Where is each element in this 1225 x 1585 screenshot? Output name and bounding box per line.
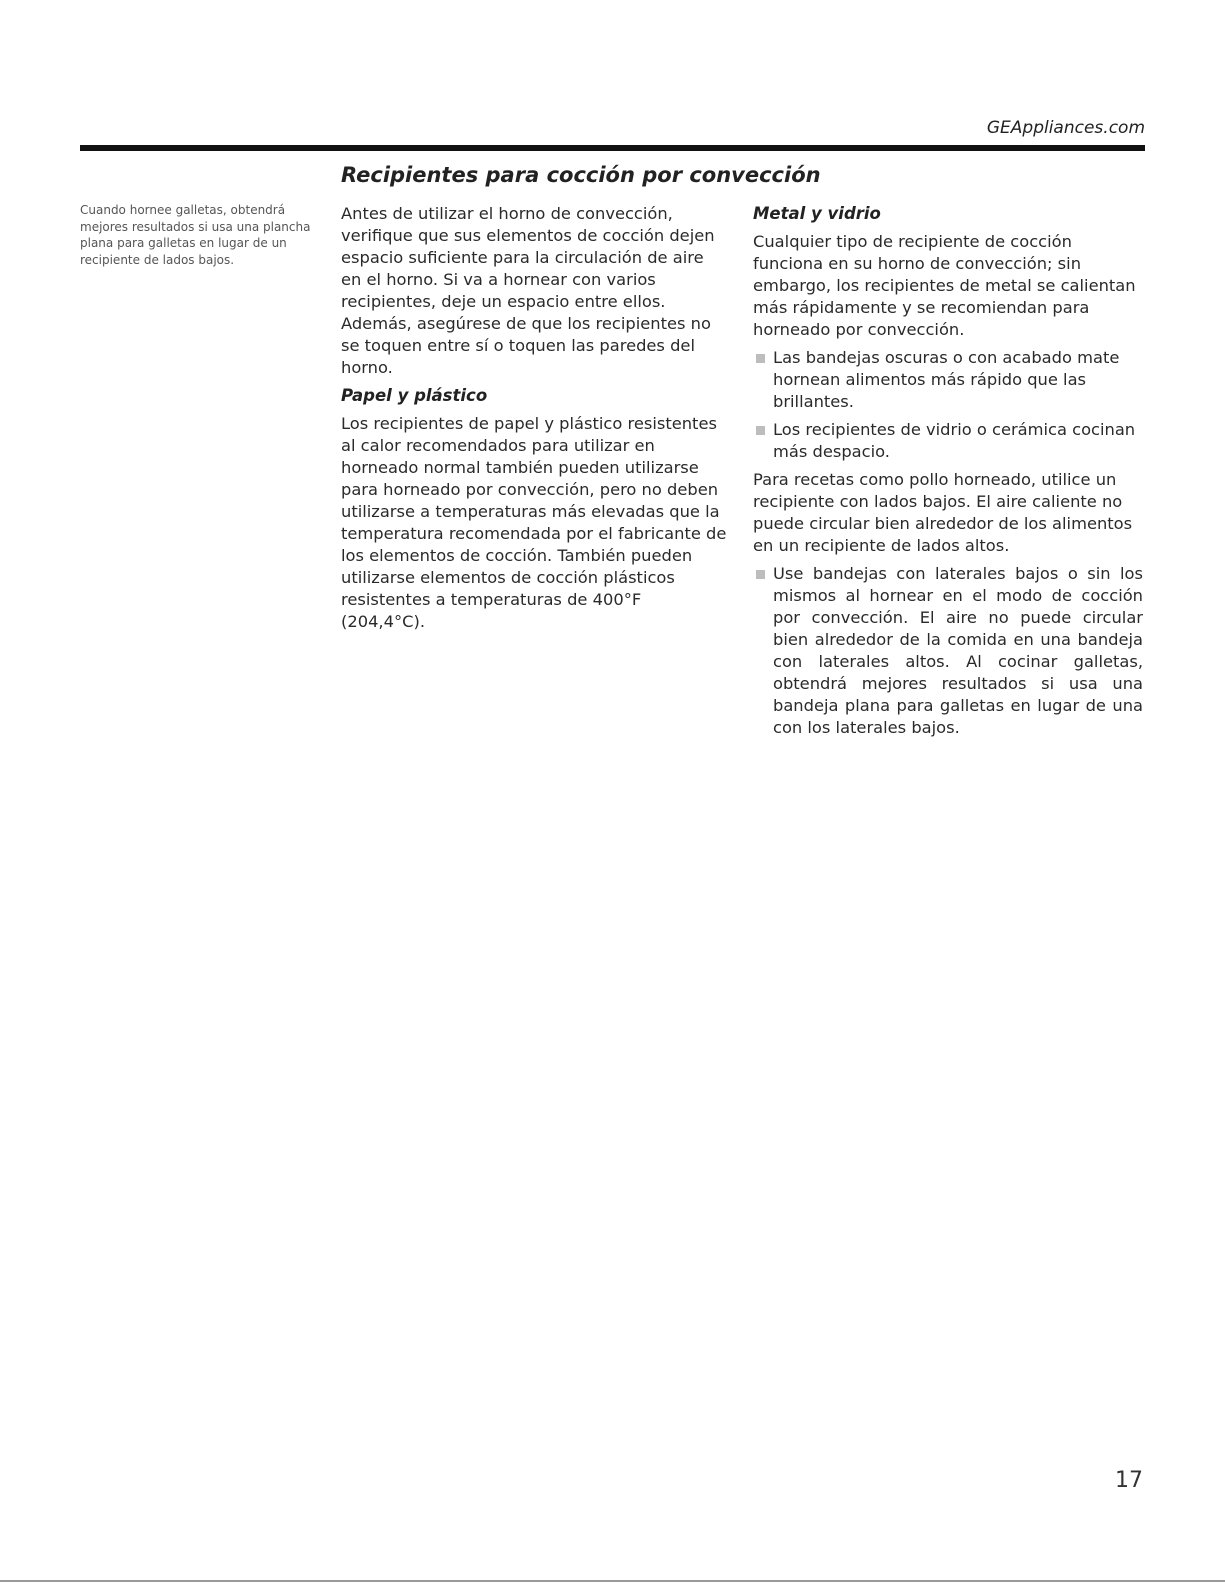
header-rule <box>80 145 1145 151</box>
recipes-paragraph: Para recetas como pollo horneado, utilice un recipiente con lados bajos. El aire caliente no puede circular bien alrededor de los alimentos en un recipiente de lados altos. <box>753 470 1133 555</box>
list-item <box>753 563 1143 739</box>
bullet-text: Los recipientes de vidrio o cerámica cocinan más despacio. <box>773 420 1136 461</box>
section-title: Recipientes para cocción por convección <box>341 163 821 187</box>
bullet-square-icon <box>756 570 765 579</box>
right-column <box>753 203 1143 745</box>
metal-glass-heading: Metal y vidrio <box>753 204 881 223</box>
header-site-link: GEAppliances.com <box>986 118 1145 138</box>
bullet-square-icon <box>756 354 765 363</box>
pans-bullet-list <box>753 563 1143 739</box>
list-item <box>753 347 1143 413</box>
metal-glass-paragraph: Cualquier tipo de recipiente de cocción funciona en su horno de convección; sin embargo, los recipientes de metal se calientan más rápidamente y se recomiendan para horneado por convección. <box>753 232 1136 339</box>
metal-bullet-list <box>753 347 1143 463</box>
bullet-square-icon <box>756 426 765 435</box>
paper-plastic-paragraph: Los recipientes de papel y plástico resistentes al calor recomendados para utilizar en horneado normal también pueden utilizarse para horneado por convección, pero no deben utilizarse a temperaturas más elevadas que la temperatura recomendada por el fabricante de los elementos de cocción. También pueden utilizarse elementos de cocción plásticos resistentes a temperaturas de 400°F (204,4°C). <box>341 414 727 631</box>
intro-paragraph: Antes de utilizar el horno de convección, verifique que sus elementos de cocción dejen espacio suficiente para la circulación de aire en el horno. Si va a hornear con varios recipientes, deje un espacio entre ellos. Además, asegúrese de que los recipientes no se toquen entre sí o toquen las paredes del horno. <box>341 204 715 377</box>
middle-column <box>341 203 728 639</box>
page-number: 17 <box>1115 1468 1143 1493</box>
sidebar-note: Cuando hornee galletas, obtendrá mejores resultados si usa una plancha plana para galletas en lugar de un recipiente de lados bajos. <box>80 203 311 267</box>
paper-plastic-heading: Papel y plástico <box>341 386 488 405</box>
list-item <box>753 419 1143 463</box>
bottom-rule <box>0 1580 1225 1582</box>
bullet-text: Use bandejas con laterales bajos o sin los mismos al hornear en el modo de cocción por convección. El aire no puede circular bien alrededor de la comida en una bandeja con laterales altos. Al cocinar galletas, obtendrá mejores resultados si usa una bandeja plana para galletas en lugar de una con los laterales bajos. <box>773 564 1143 737</box>
bullet-text: Las bandejas oscuras o con acabado mate hornean alimentos más rápido que las brillantes. <box>773 348 1120 411</box>
